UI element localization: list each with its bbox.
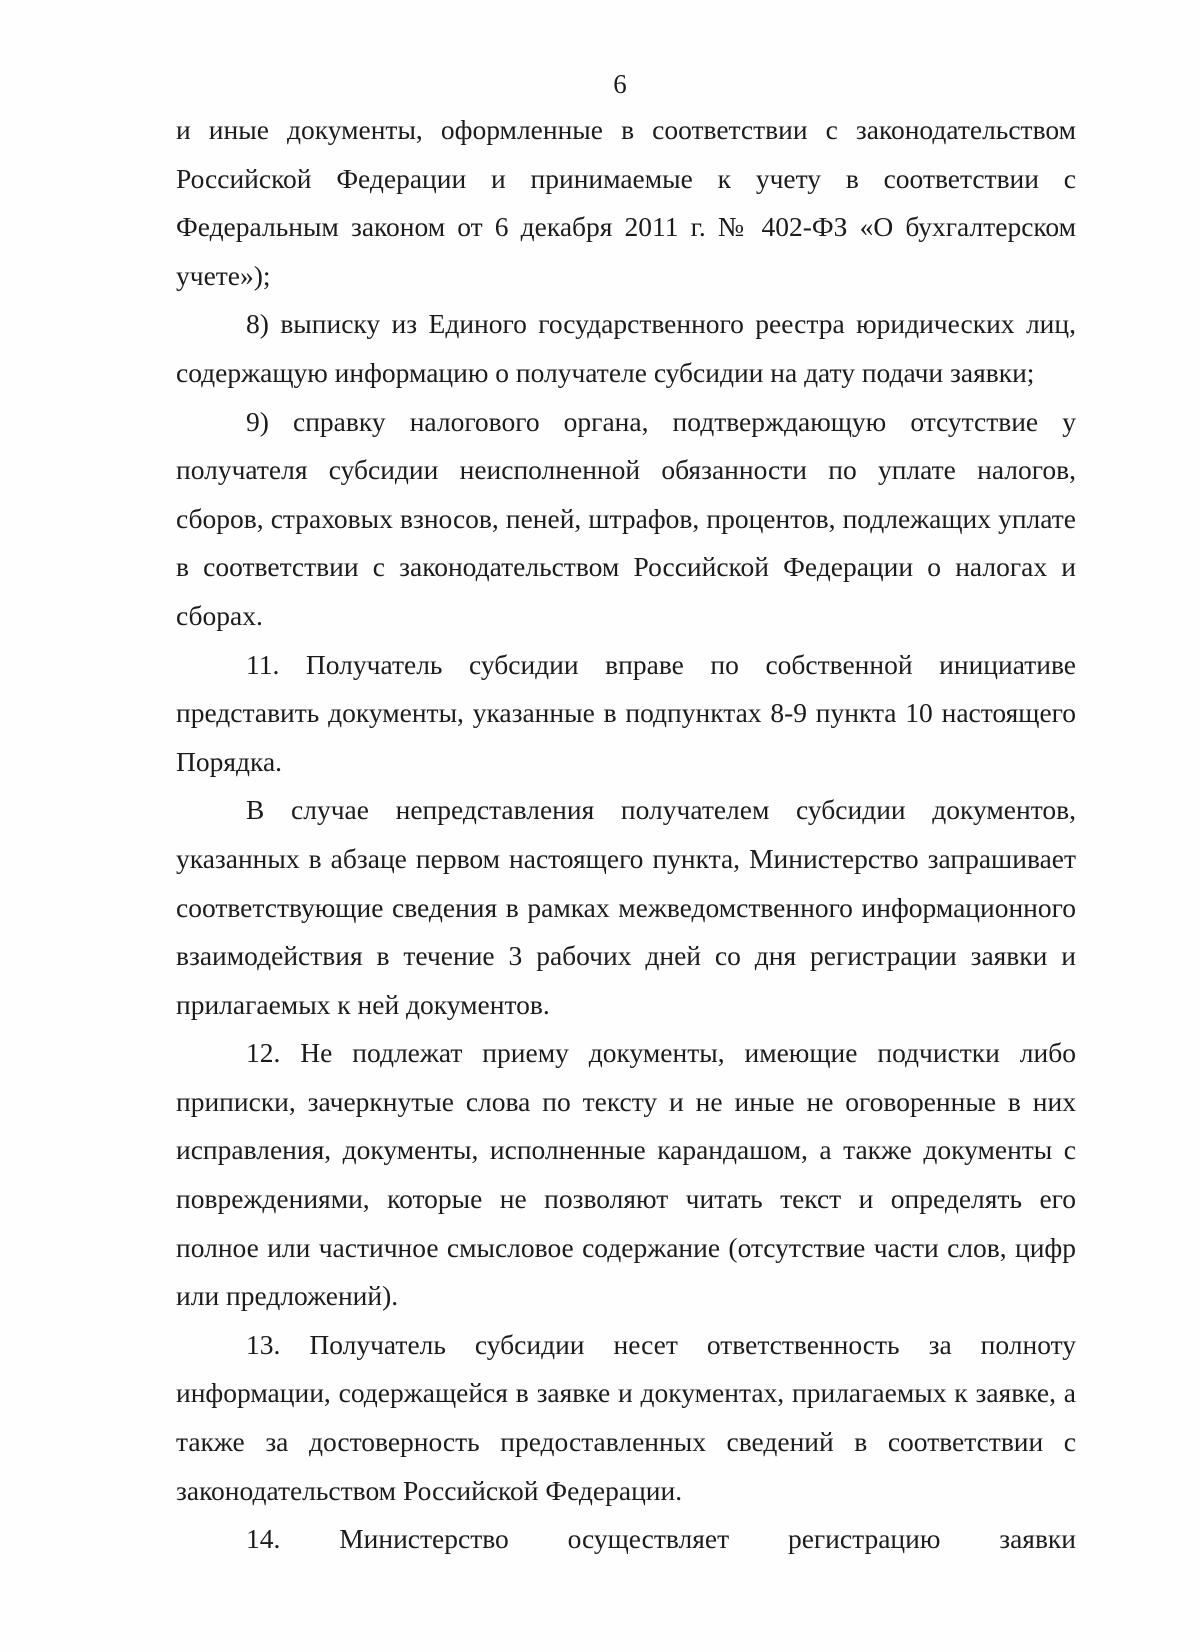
paragraph-clause-11: 11. Получатель субсидии вправе по собственной инициативе представить документы, указанные в подпунктах 8-9 пункта 10 настоящего Порядка. — [176, 648, 1076, 777]
paragraph-clause-12: 12. Не подлежат приему документы, имеющие подчистки либо приписки, зачеркнутые слова по тексту и не иные не оговоренные в них исправления, документы, исполненные карандашом, а также документы с повреждениями, которые не позволяют читать текст и определять его полное или частичное смысловое содержание (отсутствие части слов, цифр или предложений). — [176, 1037, 1076, 1312]
document-body — [176, 106, 1076, 1564]
paragraph-item-9: 9) справку налогового органа, подтверждающую отсутствие у получателя субсидии неисполненной обязанности по уплате налогов, сборов, страховых взносов, пеней, штрафов, процентов, подлежащих уплате в соответствии с законодательством Российской Федерации о налогах и сборах. — [176, 405, 1076, 631]
paragraph-clause-13: 13. Получатель субсидии несет ответственность за полноту информации, содержащейся в заявке и документах, прилагаемых к заявке, а также за достоверность предоставленных сведений в соответствии с законодательством Российской Федерации. — [176, 1328, 1076, 1506]
paragraph-clause-14: 14. Министерство осуществляет регистрацию заявки — [246, 1523, 1076, 1555]
page-number: 6 — [613, 69, 627, 99]
paragraph-continuation: и иные документы, оформленные в соответствии с законодательством Российской Федерации и принимаемые к учету в соответствии с Федеральным законом от 6 декабря 2011 г. № 402-ФЗ «О бухгалтерском учете»); — [176, 114, 1076, 291]
paragraph-clause-11-second: В случае непредставления получателем субсидии документов, указанных в абзаце первом настоящего пункта, Министерство запрашивает соответствующие сведения в рамках межведомственного информационного взаимодействия в течение 3 рабочих дней со дня регистрации заявки и прилагаемых к ней документов. — [176, 794, 1076, 1020]
paragraph-item-8: 8) выписку из Единого государственного реестра юридических лиц, содержащую информацию о получателе субсидии на дату подачи заявки; — [176, 308, 1076, 388]
